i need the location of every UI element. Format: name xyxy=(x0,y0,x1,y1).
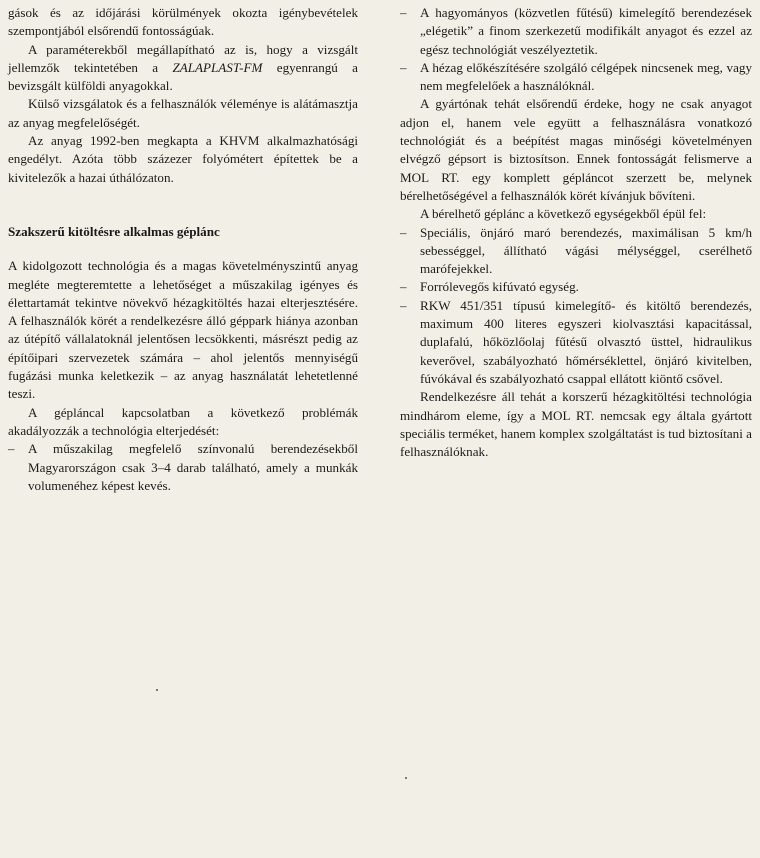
paragraph-conclusion: Rendelkezésre áll tehát a korszerű hézagkitöltési technológia mindhárom eleme, így a MOL RT. nemcsak egy általa gyártott speciális terméket, hanem komplex szolgáltatást is tud biztosítani a felhasználóknak. xyxy=(400,389,752,460)
problems-list-right xyxy=(400,4,752,95)
list-item: – Forrólevegős kifúvató egység. xyxy=(400,278,752,296)
scan-speck xyxy=(156,689,158,691)
paragraph-permit: Az anyag 1992-ben megkapta a KHVM alkalmazhatósági engedélyt. Azóta több százezer folyómétert építettek be a kivitelezők a hazai úthálózaton. xyxy=(8,133,358,185)
product-name: ZALAPLAST-FM xyxy=(172,59,263,75)
paragraph-parameters-end: egyenrangú a bevizsgált külföldi anyagokkal. xyxy=(8,59,358,94)
paragraph-continuation: gások és az időjárási körülmények okozta igénybevételek szempontjából elsőrendű fontosságúak. xyxy=(8,5,358,39)
paragraph-problems-intro: A gépláncal kapcsolatban a következő problémák akadályozzák a technológia elterjedését: xyxy=(8,404,358,438)
paragraph-units-intro: A bérelhető géplánc a következő egységekből épül fel: xyxy=(420,206,707,222)
paragraph-manufacturer: A gyártónak tehát elsőrendű érdeke, hogy ne csak anyagot adjon el, hanem vele együtt a felhasználásra vonatkozó technológiát és a beépítést magas minőségi követelményen elvégző gépsort is biztosítson. Ennek fontosságát felismerve a MOL RT. egy komplett gépláncot szerzett be, melynek bérelhetőségével a felhasználók körét kívánjuk bővíteni. xyxy=(400,96,752,203)
paragraph-parameters xyxy=(8,41,358,96)
units-list xyxy=(400,224,752,389)
list-item: – A hagyományos (közvetlen fűtésű) kimelegítő berendezések „elégetik” a finom szerkezetű modifikált anyagot és ezzel az egész technológiát veszélyeztetik. xyxy=(400,4,752,59)
left-column xyxy=(8,4,358,495)
paragraph-technology: A kidolgozott technológia és a magas követelményszintű anyag megléte megteremtette a lehetőséget a műszakilag igényes és élettartamát tekintve növekvő hézagkitöltés hazai elterjesztésére. A felhasználók körét a rendelkezésre álló géppark hiánya azonban az útépítő vállalatoknál jelentősen lecsökkenti, másrészt pedig az építőipari szervezetek számára – ahol jelentős mennyiségű fugázási munka keletkezik – az anyag használatát lehetetlenné teszi. xyxy=(8,258,358,402)
section-heading: Szakszerű kitöltésre alkalmas géplánc xyxy=(8,223,220,239)
problems-list-left xyxy=(8,440,358,495)
paragraph-external-tests: Külső vizsgálatok és a felhasználók véleménye is alátámasztja az anyag megfelelőségét. xyxy=(8,96,358,130)
paragraph-parameters-start: A paraméterekből megállapítható az is, hogy a vizsgált jellemzők tekintetében a xyxy=(8,41,358,75)
list-item: – RKW 451/351 típusú kimelegítő- és kitöltő berendezés, maximum 400 literes egyszeri kiolvasztási kapacitással, duplafalú, hőközlőolaj fűtésű olvasztó üsttel, hidraulikus keverővel, szabályozható hőmérséklettel, önjáró kivitelben, fúvókával és szabályozható csappal ellátott kiöntő csővel. xyxy=(400,297,752,388)
list-item: – A műszakilag megfelelő színvonalú berendezésekből Magyarországon csak 3–4 darab található, amely a munkák volumenéhez képest kevés. xyxy=(8,440,358,495)
right-column xyxy=(400,4,752,461)
scan-speck xyxy=(405,777,407,779)
list-item: – Speciális, önjáró maró berendezés, maximálisan 5 km/h sebességgel, állítható vágási mélységgel, cserélhető marófejekkel. xyxy=(400,224,752,279)
list-item: – A hézag előkészítésére szolgáló célgépek nincsenek meg, vagy nem megfelelőek a használóknál. xyxy=(400,59,752,96)
